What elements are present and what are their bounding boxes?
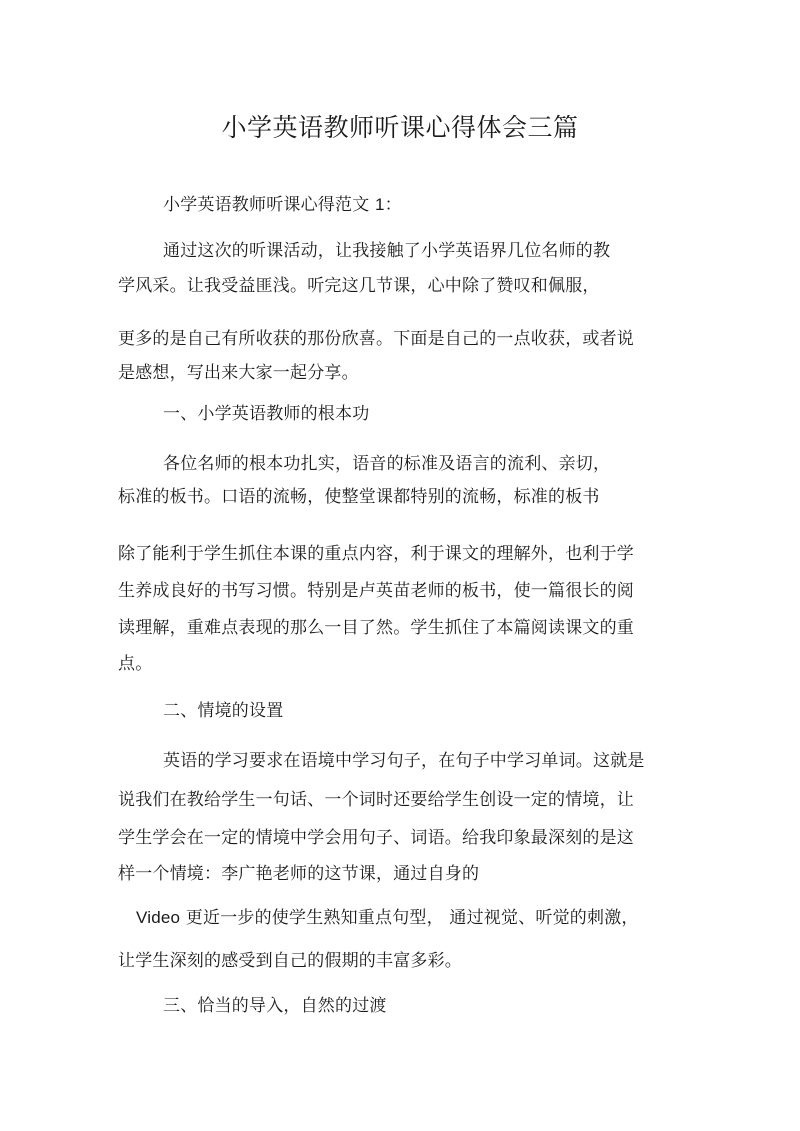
essay-subtitle xyxy=(163,196,402,214)
paragraph-line: 点。 xyxy=(118,654,153,674)
paragraph-line: 让学生深刻的感受到自己的假期的丰富多彩。 xyxy=(118,951,462,971)
paragraph-line: 通过这次的听课活动，让我接触了小学英语界几位名师的教 xyxy=(163,241,611,261)
paragraph-line: 除了能利于学生抓住本课的重点内容，利于课文的理解外，也利于学 xyxy=(118,544,634,564)
paragraph-line: 样一个情境：李广艳老师的这节课，通过自身的 xyxy=(118,864,480,884)
document-title: 小学英语教师听课心得体会三篇 xyxy=(221,113,579,142)
section-heading-3: 三、恰当的导入，自然的过渡 xyxy=(163,996,387,1016)
paragraph-line: 说我们在教给学生一句话、一个词时还要给学生创设一定的情境，让 xyxy=(118,790,634,810)
essay-subtitle-number: 1 xyxy=(375,195,385,214)
paragraph-line: 生养成良好的书写习惯。特别是卢英苗老师的板书，使一篇很长的阅 xyxy=(118,581,634,601)
paragraph-line: 标准的板书。口语的流畅，使整堂课都特别的流畅，标准的板书 xyxy=(118,487,600,507)
paragraph-line: 英语的学习要求在语境中学习句子，在句子中学习单词。这就是 xyxy=(163,751,645,771)
paragraph-line: 学风采。让我受益匪浅。听完这几节课，心中除了赞叹和佩服， xyxy=(118,276,600,296)
paragraph-line: 是感想，写出来大家一起分享。 xyxy=(118,363,359,383)
video-word: Video xyxy=(136,908,181,927)
paragraph-line: 学生学会在一定的情境中学会用句子、词语。给我印象最深刻的是这 xyxy=(118,828,634,848)
section-heading-2: 二、情境的设置 xyxy=(163,701,284,721)
paragraph-line: 各位名师的根本功扎实，语音的标准及语言的流利、亲切， xyxy=(163,454,611,474)
essay-subtitle-text: 小学英语教师听课心得范文 xyxy=(163,195,370,215)
paragraph-line-video xyxy=(136,909,639,927)
video-line-rest: 更近一步的使学生熟知重点句型， 通过视觉、听觉的刺激， xyxy=(180,908,639,928)
essay-subtitle-colon: ： xyxy=(384,195,402,215)
section-heading-1: 一、小学英语教师的根本功 xyxy=(163,404,370,424)
paragraph-line: 读理解，重难点表现的那么一目了然。学生抓住了本篇阅读课文的重 xyxy=(118,618,634,638)
paragraph-line: 更多的是自己有所收获的那份欣喜。下面是自己的一点收获，或者说 xyxy=(118,329,634,349)
